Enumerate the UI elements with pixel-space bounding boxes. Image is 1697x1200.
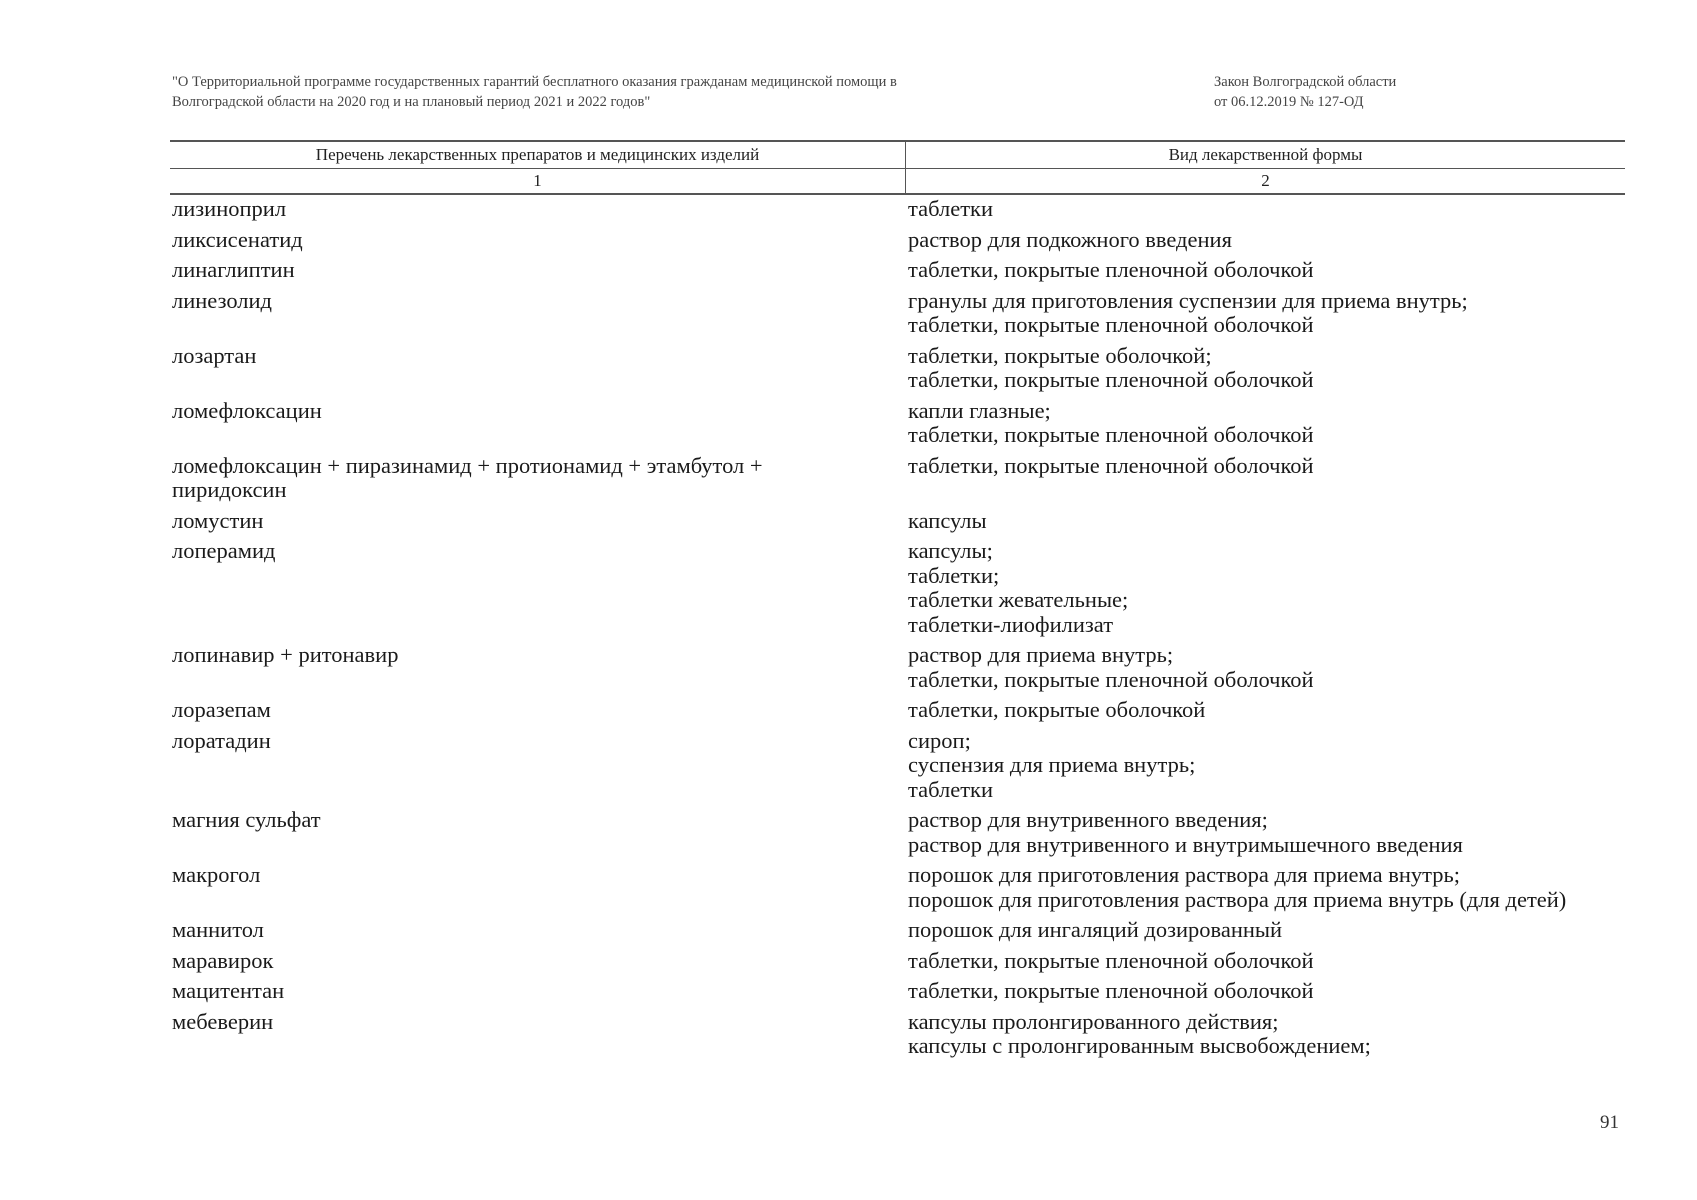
dosage-form-line: капсулы; [908,538,993,563]
dosage-form-line: таблетки, покрытые оболочкой; [908,342,1212,368]
medicine-name: лизиноприл [172,196,287,221]
dosage-forms [905,643,1625,692]
medicine-name: магния сульфат [172,807,321,832]
dosage-forms [905,979,1625,1004]
dosage-form-line: капсулы пролонгированного действия; [908,1008,1279,1034]
dosage-form-line: таблетки, покрытые пленочной оболочкой [908,947,1314,973]
dosage-forms [905,808,1625,857]
table-row [170,863,1625,912]
medicine-name: лозартан [172,342,257,368]
dosage-form-line: порошок для ингаляций дозированный [908,917,1283,942]
table-row [170,808,1625,857]
table-row [170,228,1625,253]
table-column-number-row [170,169,1625,195]
header-title-line-1: "О Территориальной программе государственных гарантий бесплатного оказания гражданам медицинской помощи в [172,74,897,90]
table-row [170,509,1625,534]
dosage-forms [905,918,1625,943]
column-header-medicines: Перечень лекарственных препаратов и медицинских изделий [170,142,906,168]
table-row [170,289,1625,338]
dosage-form-line: гранулы для приготовления суспензии для приема внутрь; [908,287,1468,313]
dosage-form-line: таблетки, покрытые оболочкой [908,697,1206,722]
table-row [170,729,1625,803]
dosage-forms [905,729,1625,803]
document-header-law [1214,72,1514,112]
dosage-form-line: сироп; [908,727,971,753]
dosage-forms [905,228,1625,253]
dosage-forms [905,539,1625,637]
medicine-name: маравирок [172,947,274,973]
table-row [170,949,1625,974]
medicine-name: ломустин [172,507,264,533]
table-row [170,698,1625,723]
dosage-form-line: суспензия для приема внутрь; [908,752,1196,777]
dosage-forms [905,863,1625,912]
medicine-name: мебеверин [172,1008,274,1034]
dosage-forms [905,399,1625,448]
dosage-form-line: капсулы с пролонгированным высвобождением; [908,1033,1371,1058]
medicine-name: макрогол [172,862,261,887]
dosage-forms [905,949,1625,974]
table-row [170,979,1625,1004]
medicine-name: лоратадин [172,727,271,753]
dosage-forms [905,509,1625,534]
dosage-form-line: раствор для подкожного введения [908,226,1232,252]
header-title-line-2: Волгоградской области на 2020 год и на плановый период 2021 и 2022 годов" [172,94,651,110]
column-number-1: 1 [170,169,906,193]
table-row [170,454,1625,503]
table-row [170,258,1625,283]
dosage-forms [905,1010,1625,1059]
header-law-line-1: Закон Волгоградской области [1214,74,1397,90]
table-row [170,344,1625,393]
dosage-form-line: таблетки жевательные; [908,587,1129,612]
medicine-name: маннитол [172,917,264,942]
medicine-name: линаглиптин [172,257,295,282]
dosage-form-line: таблетки; [908,562,1000,588]
dosage-form-line: раствор для приема внутрь; [908,642,1174,667]
dosage-forms [905,258,1625,283]
medicine-name: ломефлоксацин [172,397,322,423]
medicine-name: ломефлоксацин + пиразинамид + протионамид + этамбутол + пиридоксин [172,452,763,502]
dosage-forms [905,698,1625,723]
table-row [170,399,1625,448]
dosage-form-line: таблетки [908,776,994,802]
document-header-title [172,72,1072,112]
dosage-form-line: таблетки, покрытые пленочной оболочкой [908,978,1314,1003]
medicine-name: лопинавир + ритонавир [172,642,399,667]
dosage-forms [905,197,1625,222]
dosage-form-line: таблетки, покрытые пленочной оболочкой [908,452,1314,478]
medicines-table [170,140,1625,1059]
dosage-form-line: таблетки, покрытые пленочной оболочкой [908,666,1314,692]
dosage-form-line: таблетки, покрытые пленочной оболочкой [908,422,1314,447]
dosage-form-line: таблетки, покрытые пленочной оболочкой [908,312,1314,337]
table-row [170,197,1625,222]
table-header-row [170,140,1625,169]
table-row [170,918,1625,943]
dosage-form-line: раствор для внутривенного введения; [908,807,1268,832]
column-header-dosage-form: Вид лекарственной формы [1168,145,1363,164]
dosage-form-line: таблетки-лиофилизат [908,611,1114,637]
dosage-form-line: порошок для приготовления раствора для приема внутрь (для детей) [908,886,1567,912]
header-law-line-2: от 06.12.2019 № 127-ОД [1214,94,1364,110]
table-body [170,197,1625,1059]
dosage-form-line: таблетки, покрытые пленочной оболочкой [908,257,1314,282]
dosage-form-line: капсулы [908,507,987,533]
table-row [170,539,1625,637]
table-row [170,643,1625,692]
medicine-name: ликсисенатид [172,226,303,252]
dosage-forms [905,289,1625,338]
dosage-form-line: таблетки [908,196,994,221]
dosage-form-line: капли глазные; [908,397,1051,423]
medicine-name: лоразепам [172,697,271,722]
dosage-form-line: раствор для внутривенного и внутримышечного введения [908,831,1463,857]
medicine-name: лоперамид [172,538,276,563]
medicine-name: линезолид [172,287,272,313]
column-number-2: 2 [1261,171,1270,190]
dosage-forms [905,454,1625,503]
dosage-form-line: порошок для приготовления раствора для приема внутрь; [908,862,1460,887]
dosage-forms [905,344,1625,393]
medicine-name: мацитентан [172,978,285,1003]
table-row [170,1010,1625,1059]
page-number: 91 [1600,1112,1619,1133]
dosage-form-line: таблетки, покрытые пленочной оболочкой [908,367,1314,392]
